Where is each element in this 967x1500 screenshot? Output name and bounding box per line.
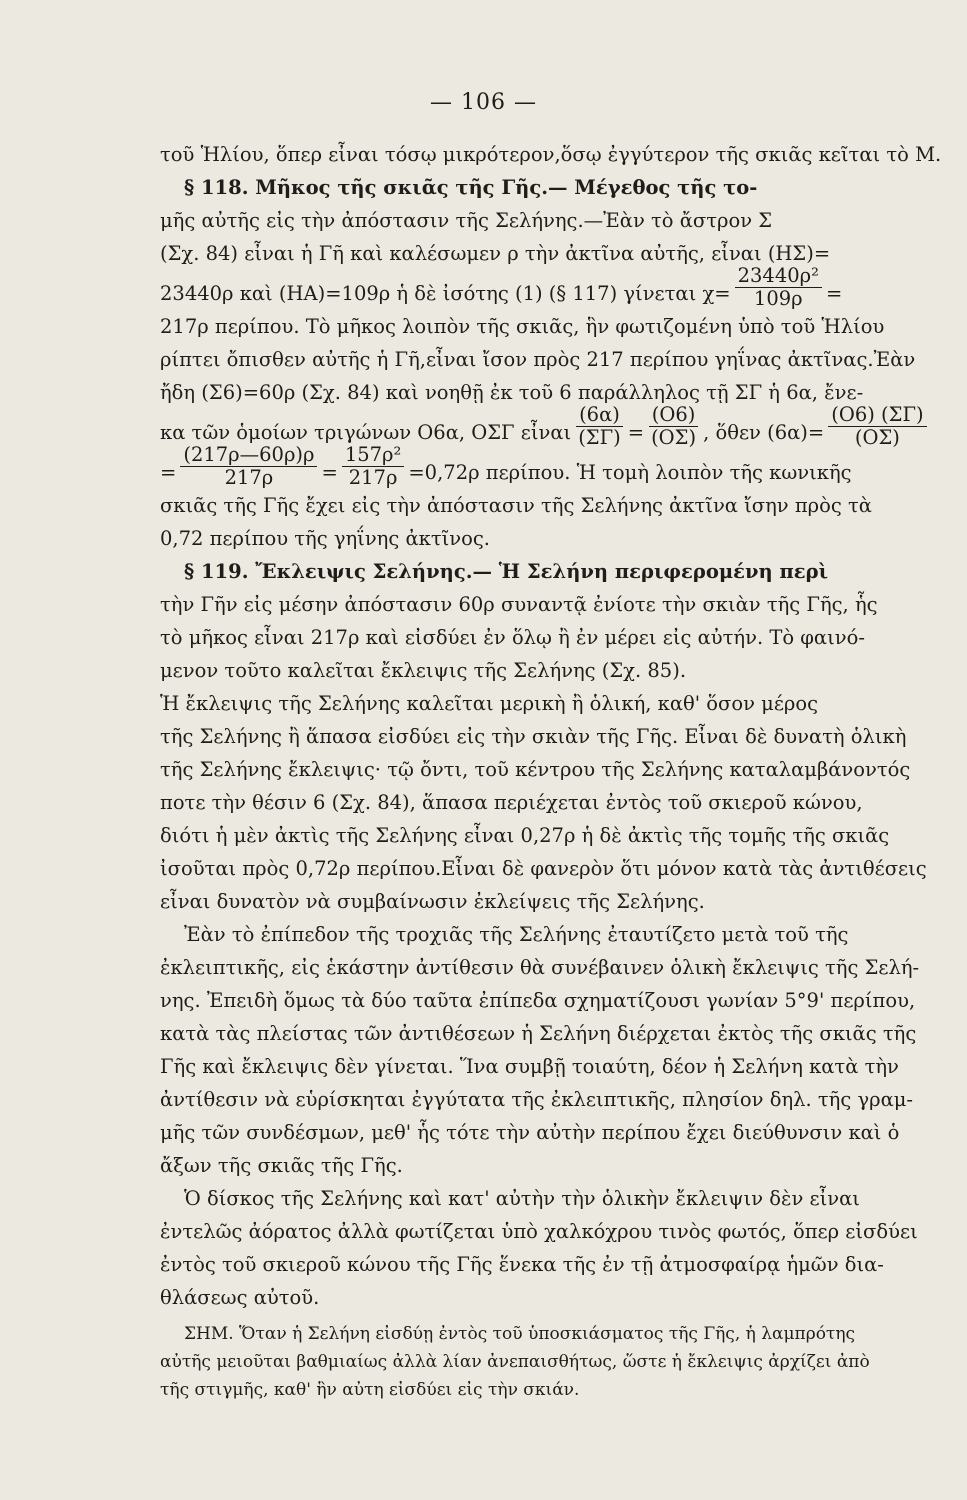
fraction — [735, 265, 822, 310]
text-line: τῆς Σελήνης ἔκλειψις· τῷ ὄντι, τοῦ κέντρου τῆς Σελήνης καταλαμβάνοντός — [160, 758, 911, 781]
text-line: ἀντίθεσιν νὰ εὑρίσκηται ἐγγύτατα τῆς ἐκλειπτικῆς, πλησίον δηλ. τῆς γραμ- — [160, 1088, 914, 1111]
numerator: (6α) — [576, 404, 623, 427]
equals-sign: = — [160, 461, 177, 484]
formula-text: =0,72ρ περίπου. Ἡ τομὴ λοιπὸν τῆς κωνικῆς — [408, 461, 852, 484]
denominator: (ΣΓ) — [578, 426, 621, 449]
text-line: μῆς τῶν συνδέσμων, μεθ' ἧς τότε τὴν αὐτὴν περίπου ἔχει διεύθυνσιν καὶ ὁ — [160, 1121, 900, 1144]
text-line: ἐντελῶς ἀόρατος ἀλλὰ φωτίζεται ὑπὸ χαλκόχρου τινὸς φωτός, ὅπερ εἰσδύει — [160, 1220, 918, 1243]
text-line: Ὁ δίσκος τῆς Σελήνης καὶ κατ' αὐτὴν τὴν ὁλικὴν ἔκλειψιν δὲν εἶναι — [184, 1187, 860, 1210]
numerator: (Ο6) — [649, 404, 699, 427]
text-line: ἤδη (Σ6)=60ρ (Σχ. 84) καὶ νοηθῇ ἐκ τοῦ 6 παράλληλος τῇ ΣΓ ἡ 6α, ἔνε- — [160, 381, 864, 404]
text-line: Γῆς καὶ ἔκλειψις δὲν γίνεται. Ἵνα συμβῇ τοιαύτη, δέον ἡ Σελήνη κατὰ τὴν — [160, 1055, 899, 1078]
fraction — [342, 444, 405, 489]
denominator: 217ρ — [224, 466, 274, 489]
numerator: 157ρ² — [342, 444, 405, 467]
fraction — [180, 444, 317, 489]
formula-line-3: = $\frac{(217\rho—60\rho)\rho}{217\rho}$ = $\frac{\text{157ρ²}}{217\rho}$ =0,72ρ περίπου. Ἡ τομὴ λοιπὸν τῆς κωνικῆς — [160, 443, 852, 489]
text-line: νης. Ἐπειδὴ ὅμως τὰ δύο ταῦτα ἐπίπεδα σχηματίζουσι γωνίαν 5°9' περίπου, — [160, 989, 916, 1012]
text-line: τὸ μῆκος εἶναι 217ρ καὶ εἰσδύει ἐν ὅλῳ ἢ ἐν μέρει εἰς αὐτήν. Τὸ φαινό- — [160, 626, 865, 649]
fraction — [828, 404, 926, 449]
text-line: διότι ἡ μὲν ἀκτὶς τῆς Σελήνης εἶναι 0,27ρ ἡ δὲ ἀκτὶς τῆς τομῆς τῆς σκιᾶς — [160, 824, 890, 847]
text-line: σκιᾶς τῆς Γῆς ἔχει εἰς τὴν ἀπόστασιν τῆς Σελήνης ἀκτῖνα ἴσην πρὸς τὰ — [160, 494, 872, 517]
text-line: 0,72 περίπου τῆς γηΐνης ἀκτῖνος. — [160, 527, 490, 550]
footnote-line: αὐτῆς μειοῦται βαθμιαίως ἀλλὰ λίαν ἀνεπαισθήτως, ὥστε ἡ ἔκλειψις ἀρχίζει ἀπὸ — [160, 1352, 870, 1372]
footnote — [160, 1320, 932, 1404]
text-line: 23440ρ καὶ (ΗΑ)=109ρ ἡ δὲ ἰσότης (1) (§ 117) γίνεται χ= — [160, 282, 731, 305]
fraction — [575, 404, 624, 449]
footnote-line: ΣΗΜ. Ὅταν ἡ Σελήνη εἰσδύῃ ἐντὸς τοῦ ὑποσκιάσματος τῆς Γῆς, ἡ λαμπρότης — [184, 1324, 856, 1344]
text-line: 217ρ περίπου. Τὸ μῆκος λοιπὸν τῆς σκιᾶς, ἣν φωτιζομένη ὑπὸ τοῦ Ἡλίου — [160, 315, 885, 338]
text-line: Ἐὰν τὸ ἐπίπεδον τῆς τροχιᾶς τῆς Σελήνης ἐταυτίζετο μετὰ τοῦ τῆς — [184, 923, 849, 946]
text-line: μενον τοῦτο καλεῖται ἔκλειψις τῆς Σελήνης (Σχ. 85). — [160, 659, 687, 682]
text-line: ἐντὸς τοῦ σκιεροῦ κώνου τῆς Γῆς ἕνεκα τῆς ἐν τῇ ἀτμοσφαίρᾳ ἡμῶν δια- — [160, 1253, 884, 1276]
text-line: θλάσεως αὐτοῦ. — [160, 1286, 320, 1309]
text-line: ἄξων τῆς σκιᾶς τῆς Γῆς. — [160, 1154, 403, 1177]
text-line: τοῦ Ἡλίου, ὅπερ εἶναι τόσῳ μικρότερον,ὅσῳ ἐγγύτερον τῆς σκιᾶς κεῖται τὸ Μ. — [160, 143, 942, 166]
formula-line-2: κα τῶν ὁμοίων τριγώνων Ο6α, ΟΣΓ εἶναι $\frac{(6\alpha)}{(\Sigma\Gamma)}$ = $\frac{(O6)}{(O\Sigma)}$ , ὅθεν (6α)= $\frac{(O6) (\Sigma\Gamma)}{(O\Sigma)}$ — [160, 409, 932, 449]
page-number: — 106 — — [430, 90, 537, 115]
denominator: 217ρ — [348, 466, 398, 489]
formula-line-1 — [160, 264, 932, 310]
text-line: κα τῶν ὁμοίων τριγώνων Ο6α, ΟΣΓ εἶναι — [160, 421, 572, 444]
numerator: (Ο6) (ΣΓ) — [828, 404, 926, 427]
denominator: 109ρ — [753, 287, 803, 310]
text-line: ἐκλειπτικῆς, εἰς ἑκάστην ἀντίθεσιν θὰ συνέβαινεν ὁλικὴ ἔκλειψις τῆς Σελή- — [160, 956, 920, 979]
section-heading-118: § 118. Μῆκος τῆς σκιᾶς τῆς Γῆς.— Μέγεθος τῆς το- — [184, 176, 758, 199]
text-line: μῆς αὐτῆς εἰς τὴν ἀπόστασιν τῆς Σελήνης.—Ἐὰν τὸ ἄστρον Σ — [160, 209, 773, 232]
footnote-line: τῆς στιγμῆς, καθ' ἣν αὐτη εἰσδύει εἰς τὴν σκιάν. — [160, 1380, 580, 1400]
body-text — [160, 138, 942, 1404]
text-line: ἰσοῦται πρὸς 0,72ρ περίπου.Εἶναι δὲ φανερὸν ὅτι μόνον κατὰ τὰς ἀντιθέσεις — [160, 857, 927, 880]
section-heading-119: § 119. Ἔκλειψις Σελήνης.— Ἡ Σελήνη περιφερομένη περὶ — [184, 560, 829, 583]
text-line: εἶναι δυνατὸν νὰ συμβαίνωσιν ἐκλείψεις τῆς Σελήνης. — [160, 890, 705, 913]
text-line: ρίπτει ὄπισθεν αὐτῆς ἡ Γῆ,εἶναι ἴσον πρὸς 217 περίπου γηΐνας ἀκτῖνας.Ἐὰν — [160, 348, 916, 371]
denominator: (ΟΣ) — [651, 426, 697, 449]
text-line: τῆς Σελήνης ἢ ἅπασα εἰσδύει εἰς τὴν σκιὰν τῆς Γῆς. Εἶναι δὲ δυνατὴ ὁλικὴ — [160, 725, 907, 748]
numerator: (217ρ—60ρ)ρ — [180, 444, 317, 467]
equals-sign: = — [825, 282, 843, 305]
fraction — [648, 404, 699, 449]
formula-text: , ὅθεν (6α)= — [703, 421, 825, 444]
text-line: κατὰ τὰς πλείστας τῶν ἀντιθέσεων ἡ Σελήνη διέρχεται ἐκτὸς τῆς σκιᾶς τῆς — [160, 1022, 917, 1045]
text-line: (Σχ. 84) εἶναι ἡ Γῆ καὶ καλέσωμεν ρ τὴν ἀκτῖνα αὐτῆς, εἶναι (ΗΣ)= — [160, 242, 831, 265]
numerator: 23440ρ² — [735, 265, 822, 288]
denominator: (ΟΣ) — [854, 426, 900, 449]
text-line: Ἡ ἔκλειψις τῆς Σελήνης καλεῖται μερικὴ ἢ ὁλική, καθ' ὅσον μέρος — [160, 692, 819, 715]
text-line: τὴν Γῆν εἰς μέσην ἀπόστασιν 60ρ συναντᾷ ἐνίοτε τὴν σκιὰν τῆς Γῆς, ἧς — [160, 593, 878, 616]
text-line: ποτε τὴν θέσιν 6 (Σχ. 84), ἅπασα περιέχεται ἐντὸς τοῦ σκιεροῦ κώνου, — [160, 791, 863, 814]
